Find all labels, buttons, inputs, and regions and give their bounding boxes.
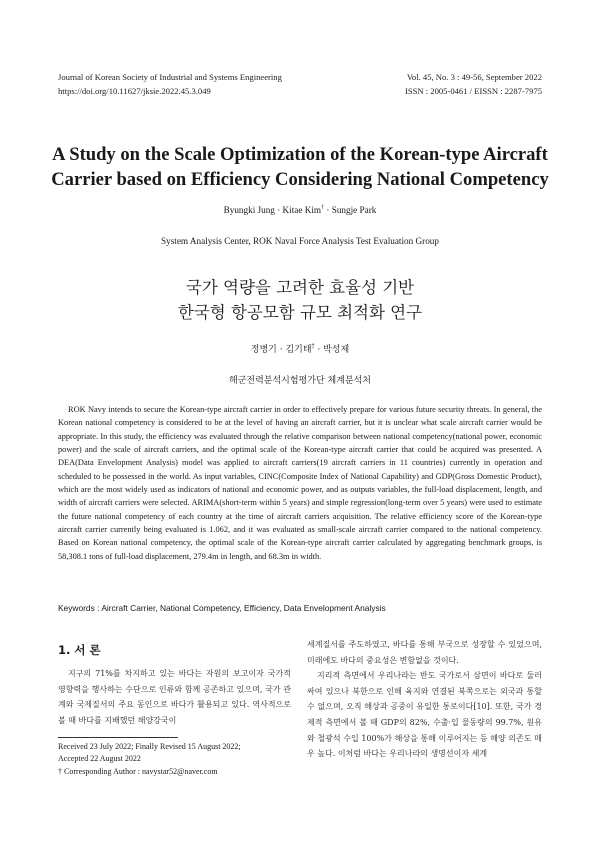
authors-part-2: · Sungje Park (324, 205, 377, 216)
korean-authors-part-2: · 박성제 (314, 345, 350, 355)
korean-affiliation: 해군전력분석시험평가단 체계분석처 (229, 376, 371, 386)
corresponding-dagger: † (321, 205, 325, 211)
issn-info: ISSN : 2005-0461 / EISSN : 2287-7975 (404, 86, 542, 96)
title-line-2: Carrier based on Efficiency Considering National Competency (51, 169, 549, 190)
corresponding-author (58, 766, 291, 779)
accepted-date: Accepted 22 August 2022 (58, 754, 141, 763)
doi-link[interactable]: https://doi.org/10.11627/jksie.2022.45.3.049 (58, 86, 211, 96)
column-right-paragraph-2: 지리적 측면에서 우리나라는 반도 국가로서 삼면이 바다로 둘러싸여 있으나 북한으로 인해 육지와 연결된 북쪽으로는 외국과 통할 수 없으며, 오직 해상과 공중이 유일한 통로이다[10]. 또한, 국가 경제적 측면에서 볼 때 GDP의 82%, 수출·입 물동량의 99.7%, 원유와 철광석 수입 100%가 해상을 통해 이루어지는 등 해양 의존도 매우 높다. 이처럼 바다는 우리나라의 생명선이자 세계 (307, 671, 542, 759)
korean-author-list (0, 342, 600, 355)
abstract: ROK Navy intends to secure the Korean-type aircraft carrier in order to effectively prepare for various future security threats. In general, the Korean national competency is considered to be at the level of having an aircraft carrier, but it is unclear what scale aircraft carrier would be appropriate. In this study, the efficiency was evaluated through the relative comparison between national competency(national power, economic power) and the scale of aircraft carriers, and the optimal scale of the Korean-type aircraft carrier that could be acquired was presented. A DEA(Data Envelopment Analysis) model was applied to aircraft carriers(19 aircraft carriers in 11 countries) currently in operation and scheduled to be possessed in the world. As input variables, CINC(Composite Index of National Capability) and GDP(Gross Domestic Product), which are the most widely used as indicators of national and economic power, and as outputs variables, the full-load displacement, length, and width of aircraft carriers were selected. ARIMA(short-term within 5 years) and simple regression(long-term over 5 years) were used to estimate the future national competency of each country at the time of aircraft carriers acquisition. The relative efficiency score of the Korean-type aircraft carrier currently being evaluated is 1.062, and it was evaluated as small-scale aircraft carrier compared to the national competency. Based on Korean national competency, the optimal scale of the Korean-type aircraft carrier calculated by aggregating benchmark groups, is 58,308.1 tons of full-load displacement, 279.4m in length, and 68.3m in width. (58, 405, 542, 561)
volume-info: Vol. 45, No. 3 : 49-56, September 2022 (406, 72, 542, 82)
korean-title-line-1: 국가 역량을 고려한 효율성 기반 (185, 278, 415, 297)
title-line-1: A Study on the Scale Optimization of the Korean-type Aircraft (52, 144, 548, 165)
keywords-label: Keywords (58, 603, 95, 613)
korean-title-line-2: 한국형 항공모함 규모 최적화 연구 (177, 303, 423, 322)
column-left-text: 지구의 71%를 차지하고 있는 바다는 자원의 보고이자 국가적 영향력을 행사하는 수단으로 인류와 함께 공존하고 있으며, 국가 관계와 국제질서의 주요 동인으로 바다가 활용되고 있다. 역사적으로 볼 때 바다를 지배했던 해양강국이 (58, 669, 291, 725)
column-right (307, 637, 542, 762)
footnote-dagger: † (58, 767, 62, 776)
affiliation: System Analysis Center, ROK Naval Force Analysis Test Evaluation Group (161, 236, 439, 246)
korean-title (0, 275, 600, 325)
korean-authors-part-1: 정병기 · 김기태 (250, 345, 312, 355)
received-date: Received 23 July 2022; Finally Revised 15 August 2022; (58, 742, 241, 751)
section-heading: 1. 서 론 (58, 643, 101, 657)
author-list (0, 205, 600, 215)
paper-title (40, 142, 560, 192)
authors-part-1: Byungki Jung · Kitae Kim (223, 205, 322, 216)
keywords (58, 603, 542, 613)
keywords-text: Aircraft Carrier, National Competency, Efficiency, Data Envelopment Analysis (101, 603, 386, 613)
issue-info (405, 70, 542, 98)
footnote-divider (58, 737, 178, 738)
journal-name: Journal of Korean Society of Industrial and Systems Engineering (58, 72, 282, 82)
keywords-separator: : (94, 603, 102, 613)
journal-header (58, 70, 282, 98)
corresponding-email[interactable]: Corresponding Author : navystar52@naver.com (62, 767, 218, 776)
column-right-paragraph-1: 세계질서를 주도하였고, 바다를 통해 부국으로 성장할 수 있었으며, 미래에도 바다의 중요성은 변함없을 것이다. (307, 640, 542, 665)
korean-corresponding-dagger: † (311, 343, 315, 350)
